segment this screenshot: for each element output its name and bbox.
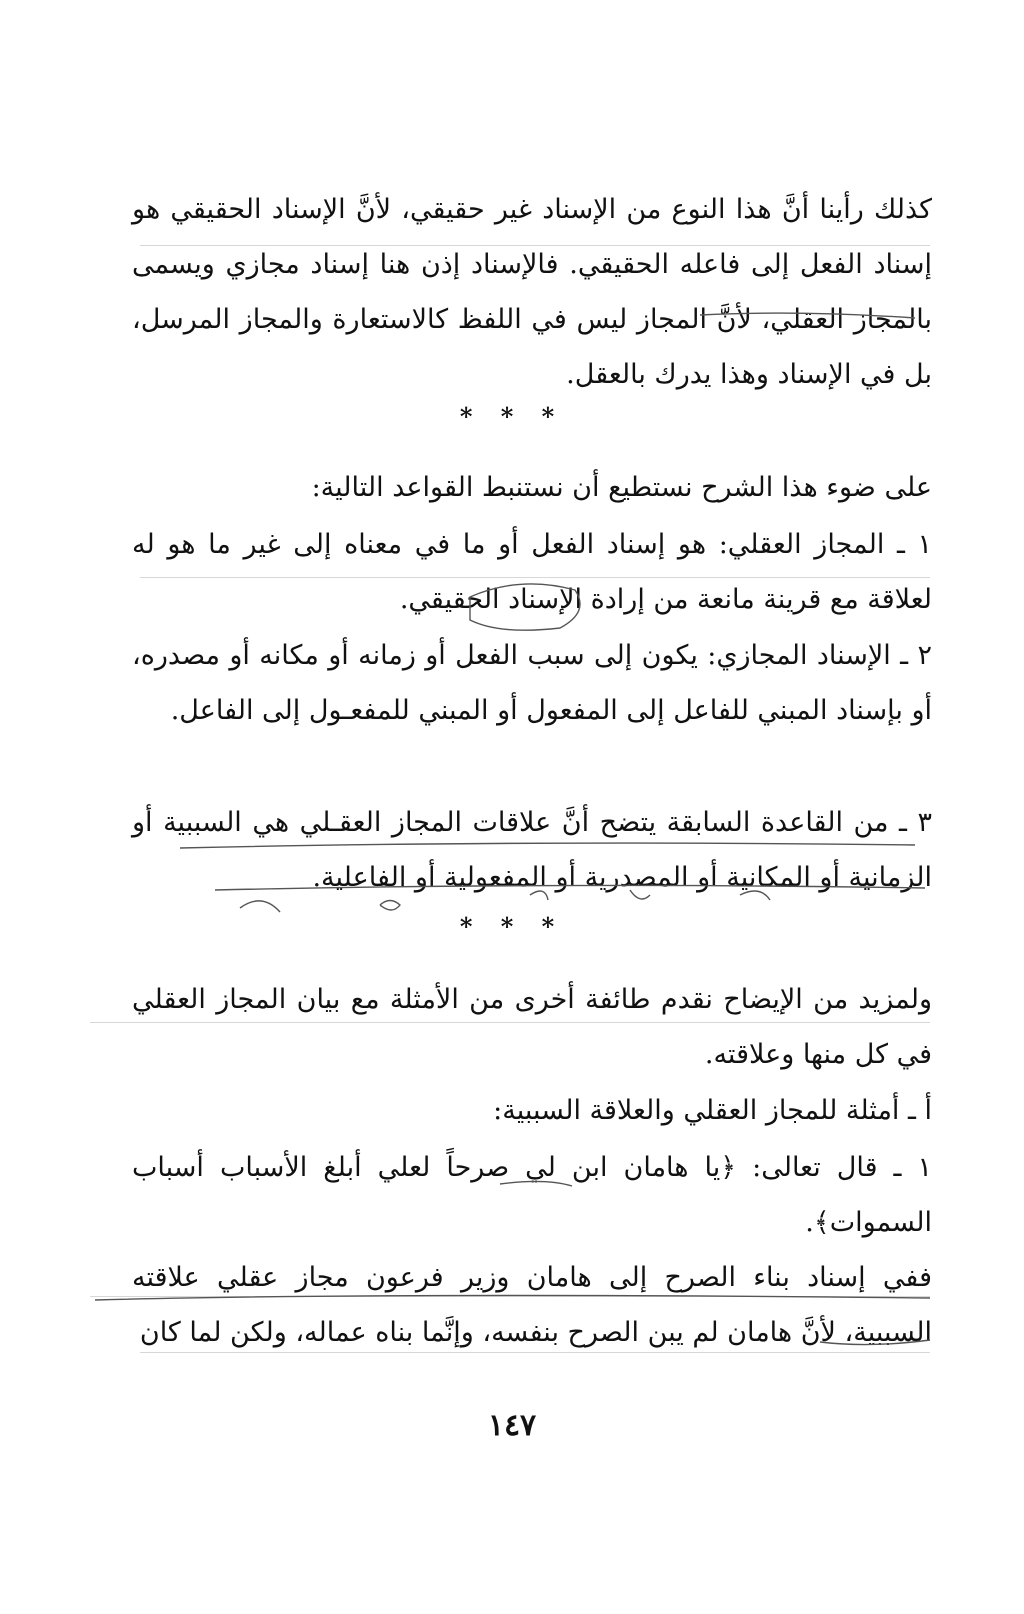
pencil-underline xyxy=(180,843,915,848)
page-number: ١٤٧ xyxy=(487,1408,537,1443)
pencil-underline xyxy=(820,1340,930,1345)
rule-1: ١ ـ المجاز العقلي: هو إسناد الفعل أو ما في معناه إلى غير ما هو له لعلاقة مع قرينة مانعة من إرادة الإسناد الحقيقي. xyxy=(132,529,932,615)
pencil-marks xyxy=(240,890,770,912)
pencil-underline xyxy=(95,1295,930,1300)
pencil-underline xyxy=(215,885,925,890)
paragraph-examples-intro: ولمزيد من الإيضاح نقدم طائفة أخرى من الأمثلة مع بيان المجاز العقلي في كل منها وعلاقته. xyxy=(132,984,932,1070)
example-1: ١ ـ قال تعالى: ﴿يا هامان ابن لي صرحاً لعلي أبلغ الأسباب أسباب السموات﴾. xyxy=(132,1152,932,1238)
pencil-circle xyxy=(470,584,580,630)
examples-heading: أ ـ أمثلة للمجاز العقلي والعلاقة السببية: xyxy=(493,1095,932,1126)
paragraph-intro: كذلك رأينا أنَّ هذا النوع من الإسناد غير حقيقي، لأنَّ الإسناد الحقيقي هو إسناد الفعل إلى فاعله الحقيقي. فالإسناد إذن هنا إسناد مجازي ويسمى بالمجاز العقلي، لأنَّ المجاز ليس في اللفظ كالاستعارة والمجاز المرسل، بل في الإسناد وهذا يدرك بالعقل. xyxy=(132,194,932,390)
section-separator: * * * xyxy=(459,912,565,941)
pencil-underline xyxy=(700,313,915,318)
paragraph-rules-intro: على ضوء هذا الشرح نستطيع أن نستنبط القواعد التالية: xyxy=(311,472,932,503)
pencil-underline xyxy=(500,1181,572,1186)
rule-2: ٢ ـ الإسناد المجازي: يكون إلى سبب الفعل أو زمانه أو مكانه أو مصدره، أو بإسناد المبني للفاعل إلى المفعول أو المبني للمفعـول إلى الفاعل. xyxy=(132,640,932,726)
section-separator: * * * xyxy=(459,402,565,431)
rule-3: ٣ ـ من القاعدة السابقة يتضح أنَّ علاقات المجاز العقـلي هي السببية أو الزمانية أو المكانية أو المصدرية أو المفعولية أو الفاعلية. xyxy=(132,807,932,893)
example-1-explanation: ففي إسناد بناء الصرح إلى هامان وزير فرعون مجاز عقلي علاقته السببية، لأنَّ هامان لم يبن الصرح بنفسه، وإنَّما بناه عماله، ولكن لما كان xyxy=(132,1262,932,1348)
